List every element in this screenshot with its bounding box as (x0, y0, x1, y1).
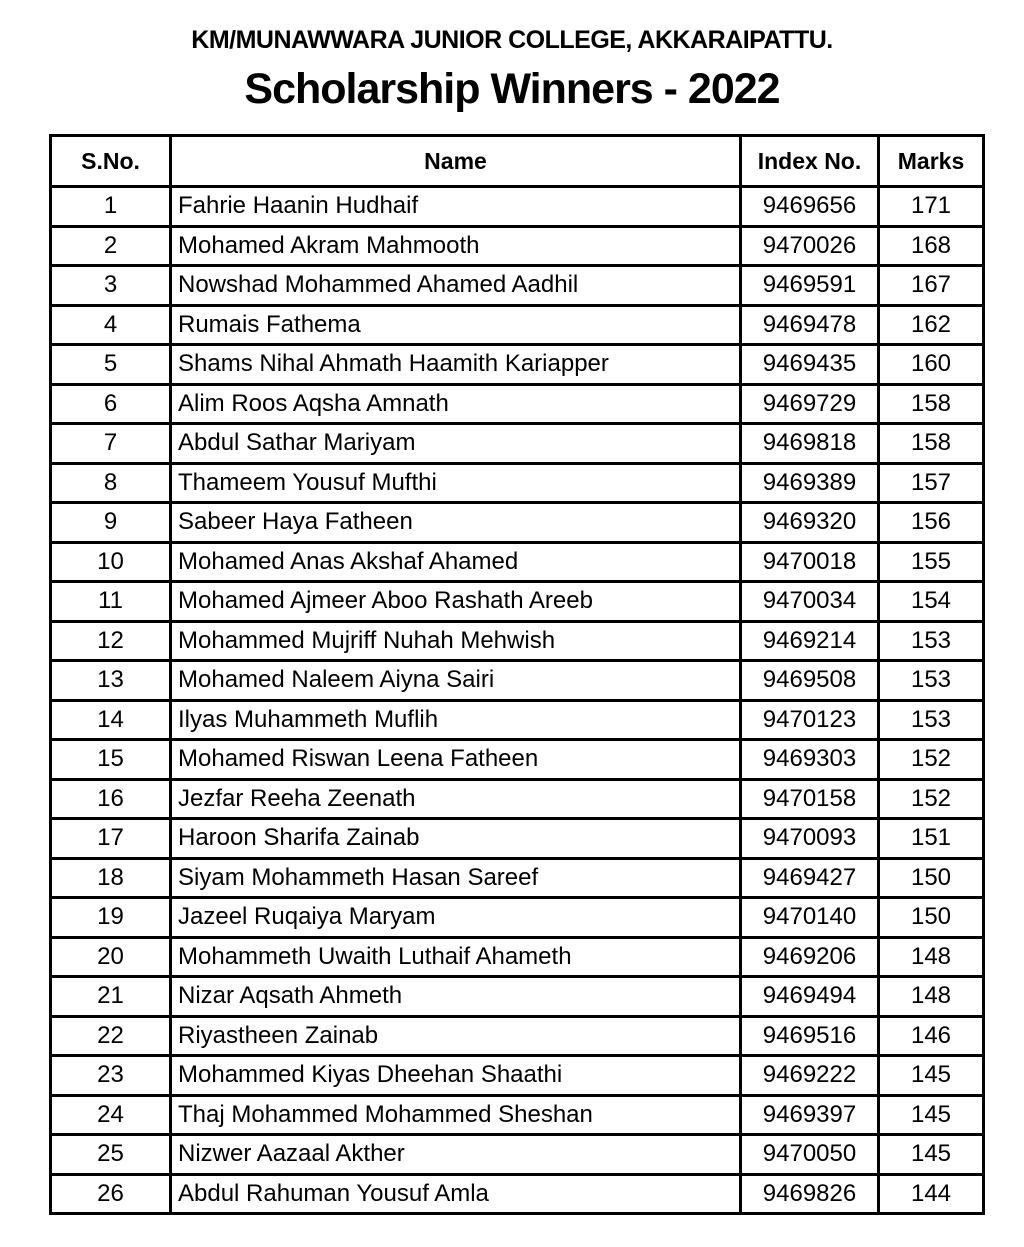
sno-cell: 4 (51, 305, 171, 345)
sno-cell: 10 (51, 542, 171, 582)
index-no-cell: 9469320 (741, 503, 879, 543)
index-no-cell: 9469516 (741, 1016, 879, 1056)
table-row (51, 740, 984, 780)
index-no-cell: 9470123 (741, 700, 879, 740)
marks-cell: 168 (879, 226, 984, 266)
index-no-cell: 9470034 (741, 582, 879, 622)
name-cell: Nizwer Aazaal Akther (171, 1135, 741, 1175)
index-no-cell: 9470026 (741, 226, 879, 266)
sno-cell: 22 (51, 1016, 171, 1056)
sno-cell: 11 (51, 582, 171, 622)
name-cell: Abdul Sathar Mariyam (171, 424, 741, 464)
sno-cell: 6 (51, 384, 171, 424)
index-no-cell: 9469206 (741, 937, 879, 977)
table-header (51, 136, 984, 187)
scholarship-winners-table (49, 134, 985, 1215)
name-cell: Mohammeth Uwaith Luthaif Ahameth (171, 937, 741, 977)
index-no-cell: 9469826 (741, 1174, 879, 1214)
table-row (51, 700, 984, 740)
name-cell: Abdul Rahuman Yousuf Amla (171, 1174, 741, 1214)
name-cell: Jezfar Reeha Zeenath (171, 779, 741, 819)
table-row (51, 898, 984, 938)
index-no-cell: 9469494 (741, 977, 879, 1017)
table-row (51, 187, 984, 227)
name-cell: Fahrie Haanin Hudhaif (171, 187, 741, 227)
sno-cell: 9 (51, 503, 171, 543)
sno-cell: 23 (51, 1056, 171, 1096)
marks-cell: 158 (879, 424, 984, 464)
name-cell: Thameem Yousuf Mufthi (171, 463, 741, 503)
marks-cell: 156 (879, 503, 984, 543)
index-no-cell: 9470140 (741, 898, 879, 938)
marks-cell: 153 (879, 621, 984, 661)
table-row (51, 384, 984, 424)
index-no-cell: 9470158 (741, 779, 879, 819)
table-row (51, 1135, 984, 1175)
marks-cell: 157 (879, 463, 984, 503)
table-row (51, 1095, 984, 1135)
column-header-name: Name (171, 136, 741, 187)
name-cell: Thaj Mohammed Mohammed Sheshan (171, 1095, 741, 1135)
index-no-cell: 9469397 (741, 1095, 879, 1135)
sno-cell: 14 (51, 700, 171, 740)
name-cell: Jazeel Ruqaiya Maryam (171, 898, 741, 938)
marks-cell: 145 (879, 1056, 984, 1096)
index-no-cell: 9469656 (741, 187, 879, 227)
name-cell: Mohamed Akram Mahmooth (171, 226, 741, 266)
sno-cell: 26 (51, 1174, 171, 1214)
sno-cell: 8 (51, 463, 171, 503)
sno-cell: 7 (51, 424, 171, 464)
name-cell: Ilyas Muhammeth Muflih (171, 700, 741, 740)
marks-cell: 155 (879, 542, 984, 582)
page-title: Scholarship Winners - 2022 (244, 65, 780, 113)
marks-cell: 150 (879, 898, 984, 938)
table-row (51, 424, 984, 464)
marks-cell: 160 (879, 345, 984, 385)
index-no-cell: 9469478 (741, 305, 879, 345)
name-cell: Haroon Sharifa Zainab (171, 819, 741, 859)
sno-cell: 16 (51, 779, 171, 819)
index-no-cell: 9470050 (741, 1135, 879, 1175)
marks-cell: 171 (879, 187, 984, 227)
table-row (51, 661, 984, 701)
sno-cell: 17 (51, 819, 171, 859)
marks-cell: 154 (879, 582, 984, 622)
table-row (51, 621, 984, 661)
name-cell: Mohamed Ajmeer Aboo Rashath Areeb (171, 582, 741, 622)
index-no-cell: 9469591 (741, 266, 879, 306)
name-cell: Mohammed Kiyas Dheehan Shaathi (171, 1056, 741, 1096)
name-cell: Riyastheen Zainab (171, 1016, 741, 1056)
table-row (51, 937, 984, 977)
index-no-cell: 9469214 (741, 621, 879, 661)
index-no-cell: 9469729 (741, 384, 879, 424)
table-row (51, 819, 984, 859)
table-row (51, 226, 984, 266)
marks-cell: 152 (879, 740, 984, 780)
name-cell: Sabeer Haya Fatheen (171, 503, 741, 543)
marks-cell: 153 (879, 700, 984, 740)
name-cell: Mohammed Mujriff Nuhah Mehwish (171, 621, 741, 661)
name-cell: Shams Nihal Ahmath Haamith Kariapper (171, 345, 741, 385)
table-row (51, 582, 984, 622)
index-no-cell: 9469222 (741, 1056, 879, 1096)
column-header-marks: Marks (879, 136, 984, 187)
sno-cell: 25 (51, 1135, 171, 1175)
sno-cell: 5 (51, 345, 171, 385)
sno-cell: 3 (51, 266, 171, 306)
index-no-cell: 9470093 (741, 819, 879, 859)
table-row (51, 1056, 984, 1096)
sno-cell: 18 (51, 858, 171, 898)
index-no-cell: 9469427 (741, 858, 879, 898)
name-cell: Alim Roos Aqsha Amnath (171, 384, 741, 424)
sno-cell: 19 (51, 898, 171, 938)
marks-cell: 150 (879, 858, 984, 898)
sno-cell: 15 (51, 740, 171, 780)
marks-cell: 148 (879, 937, 984, 977)
index-no-cell: 9469818 (741, 424, 879, 464)
table-row (51, 1174, 984, 1214)
marks-cell: 145 (879, 1095, 984, 1135)
marks-cell: 162 (879, 305, 984, 345)
index-no-cell: 9469303 (741, 740, 879, 780)
table-row (51, 858, 984, 898)
index-no-cell: 9469389 (741, 463, 879, 503)
marks-cell: 158 (879, 384, 984, 424)
marks-cell: 148 (879, 977, 984, 1017)
marks-cell: 145 (879, 1135, 984, 1175)
sno-cell: 24 (51, 1095, 171, 1135)
name-cell: Mohamed Naleem Aiyna Sairi (171, 661, 741, 701)
name-cell: Mohamed Riswan Leena Fatheen (171, 740, 741, 780)
table-body (51, 187, 984, 1214)
name-cell: Nowshad Mohammed Ahamed Aadhil (171, 266, 741, 306)
sno-cell: 2 (51, 226, 171, 266)
table-row (51, 977, 984, 1017)
table-row (51, 542, 984, 582)
name-cell: Siyam Mohammeth Hasan Sareef (171, 858, 741, 898)
marks-cell: 153 (879, 661, 984, 701)
marks-cell: 146 (879, 1016, 984, 1056)
table-row (51, 463, 984, 503)
column-header-sno: S.No. (51, 136, 171, 187)
college-name-heading: KM/MUNAWWARA JUNIOR COLLEGE, AKKARAIPATTU. (191, 26, 833, 54)
marks-cell: 151 (879, 819, 984, 859)
name-cell: Nizar Aqsath Ahmeth (171, 977, 741, 1017)
sno-cell: 20 (51, 937, 171, 977)
index-no-cell: 9469508 (741, 661, 879, 701)
table-row (51, 1016, 984, 1056)
marks-cell: 144 (879, 1174, 984, 1214)
sno-cell: 13 (51, 661, 171, 701)
marks-cell: 152 (879, 779, 984, 819)
table-row (51, 266, 984, 306)
sno-cell: 12 (51, 621, 171, 661)
name-cell: Rumais Fathema (171, 305, 741, 345)
table-row (51, 503, 984, 543)
table-row (51, 345, 984, 385)
index-no-cell: 9470018 (741, 542, 879, 582)
marks-cell: 167 (879, 266, 984, 306)
table-row (51, 305, 984, 345)
column-header-index-no: Index No. (741, 136, 879, 187)
name-cell: Mohamed Anas Akshaf Ahamed (171, 542, 741, 582)
table-row (51, 779, 984, 819)
header-row (51, 136, 984, 187)
sno-cell: 21 (51, 977, 171, 1017)
sno-cell: 1 (51, 187, 171, 227)
index-no-cell: 9469435 (741, 345, 879, 385)
